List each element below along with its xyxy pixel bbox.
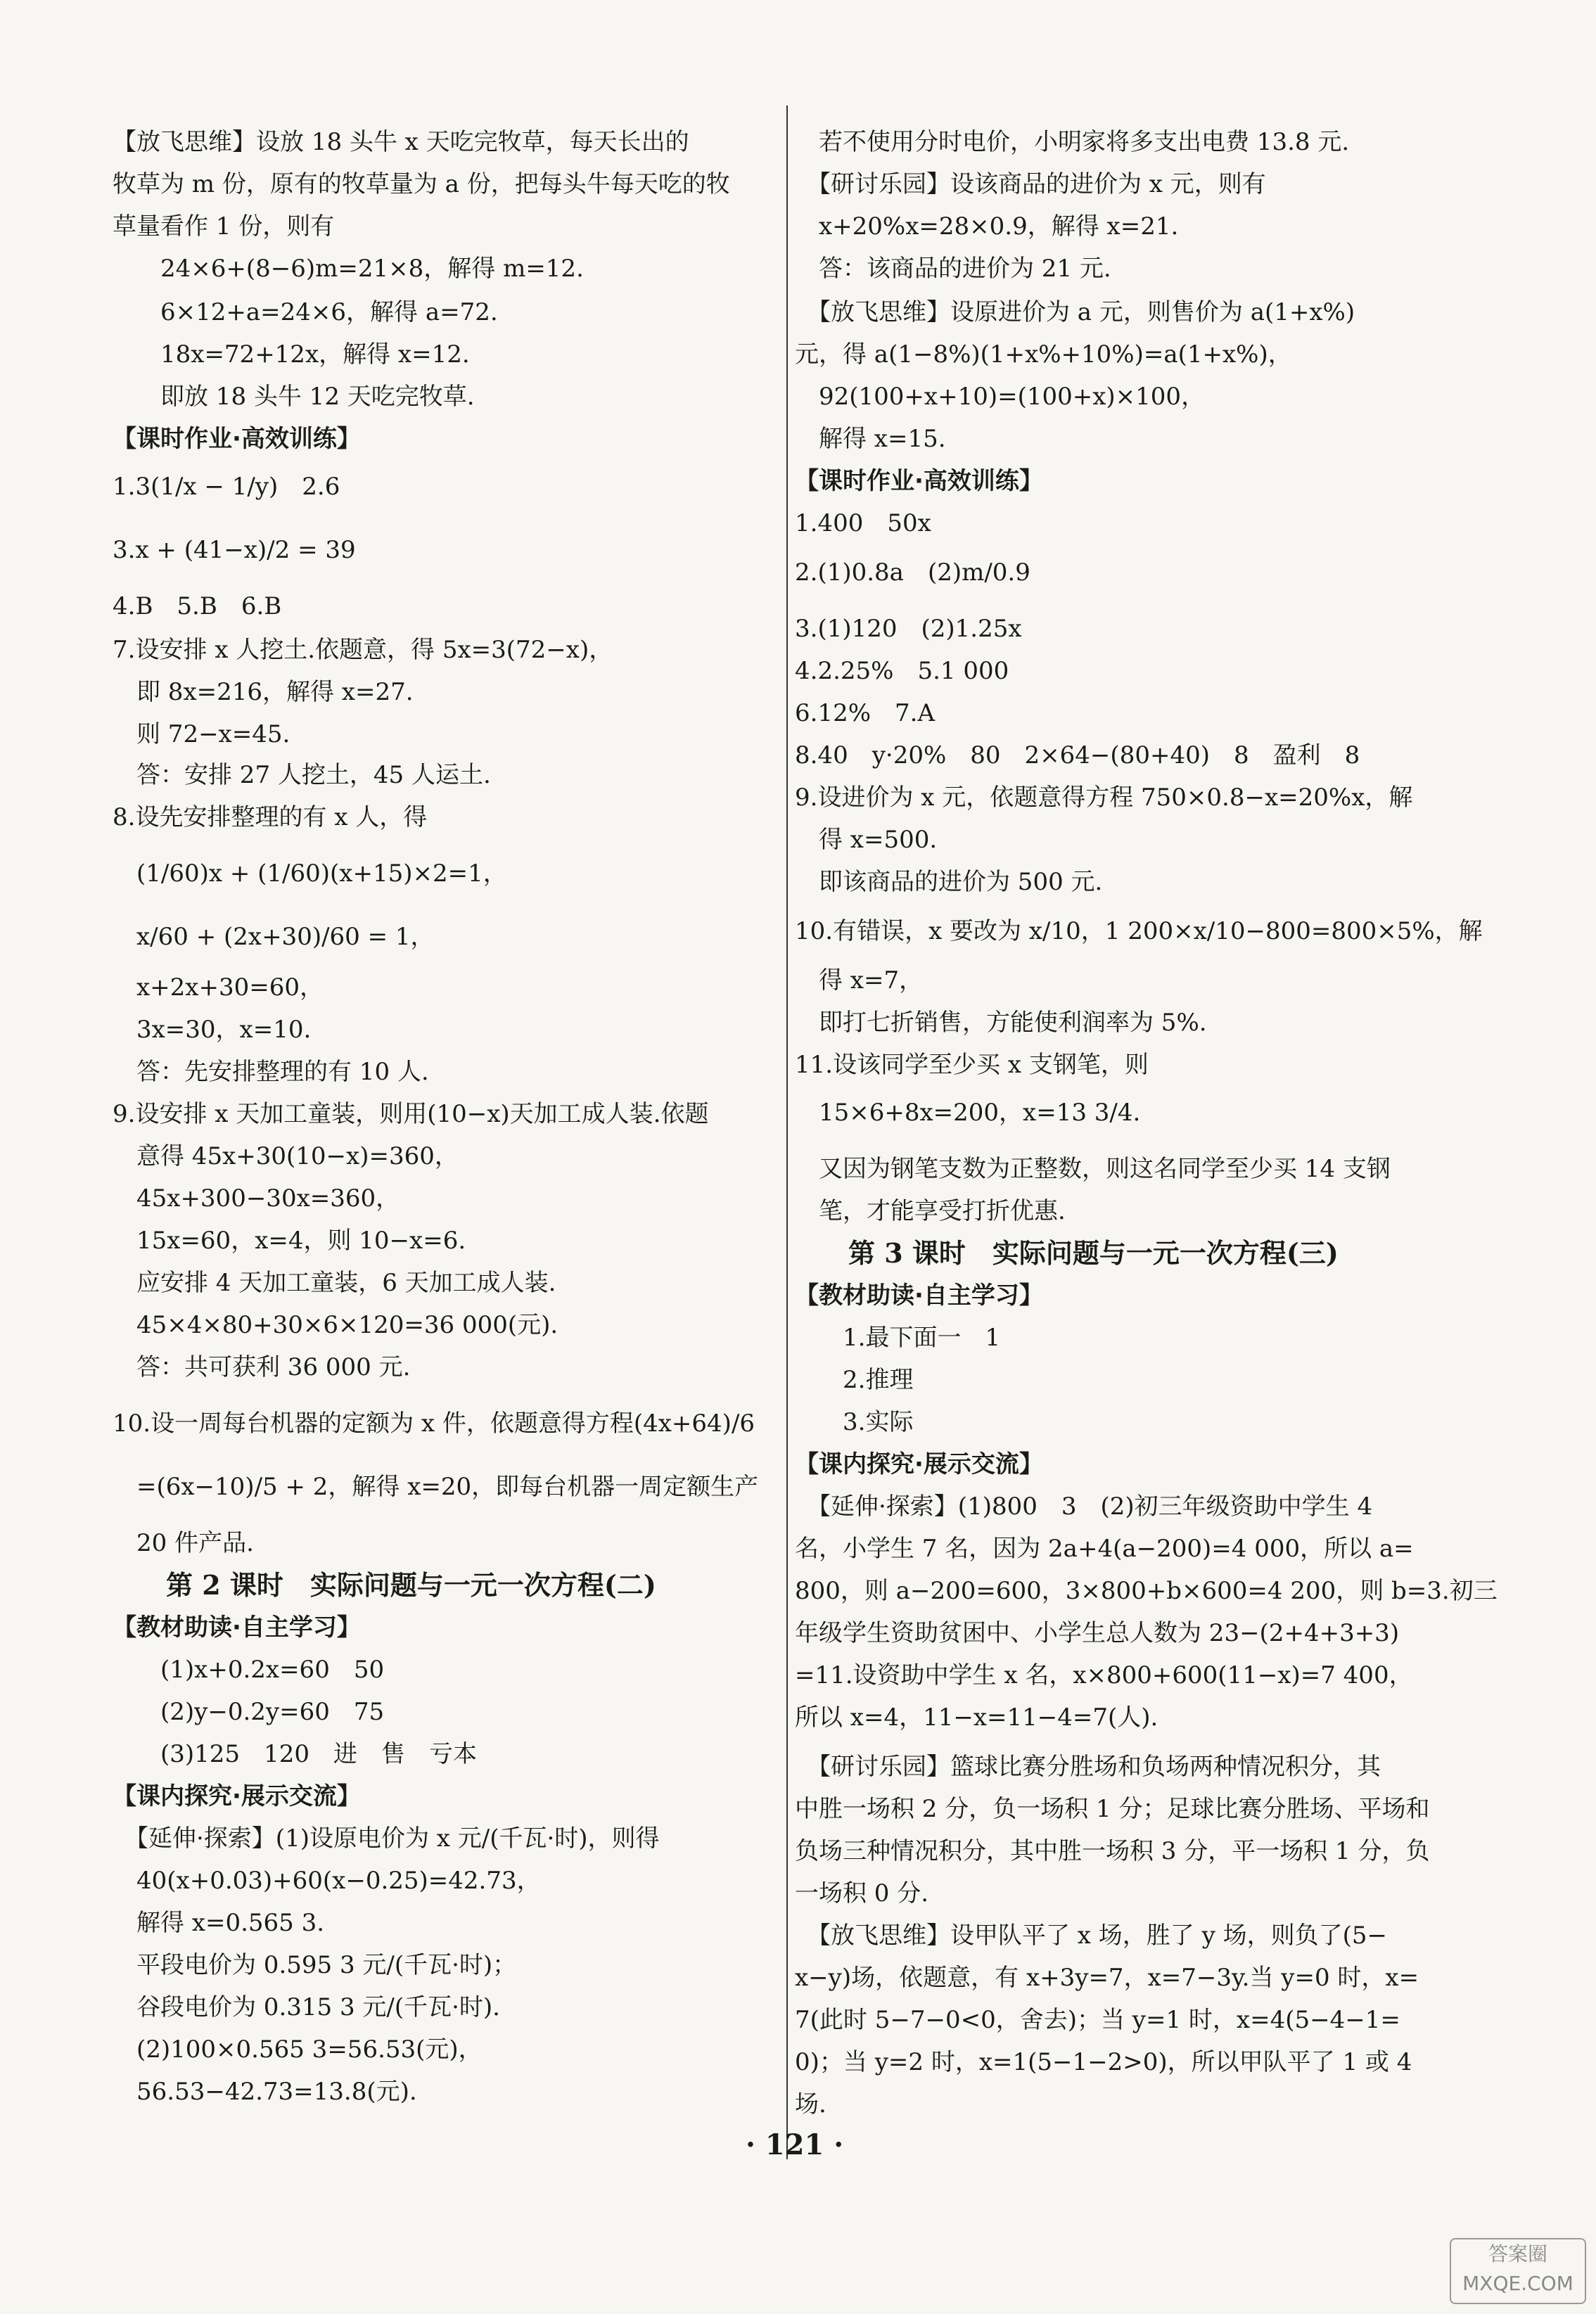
text-line: 笔，才能享受打折优惠. — [795, 1197, 1066, 1225]
text-line: 即 8x=216，解得 x=27. — [113, 678, 414, 706]
text-line: 【课内探究·展示交流】 — [113, 1782, 361, 1810]
text-line: 【课时作业·高效训练】 — [113, 425, 361, 453]
text-line: 18x=72+12x，解得 x=12. — [113, 340, 470, 369]
text-line: 6×12+a=24×6，解得 a=72. — [113, 298, 498, 326]
text-line: 负场三种情况积分，其中胜一场积 3 分，平一场积 1 分，负 — [795, 1837, 1430, 1865]
text-line: 【放飞思维】设甲队平了 x 场，胜了 y 场，则负了(5− — [795, 1922, 1387, 1950]
text-line: 4.B 5.B 6.B — [113, 592, 282, 620]
text-line: x−y)场，依题意，有 x+3y=7，x=7−3y.当 y=0 时，x= — [795, 1964, 1419, 1992]
text-line: (1)x+0.2x=60 50 — [113, 1656, 385, 1684]
text-line: 意得 45x+30(10−x)=360， — [113, 1142, 459, 1170]
text-line: 10.设一周每台机器的定额为 x 件，依题意得方程(4x+64)/6 — [113, 1410, 755, 1438]
text-line: 【延伸·探索】(1)800 3 (2)初三年级资助中学生 4 — [795, 1492, 1373, 1521]
text-line: 应安排 4 天加工童装，6 天加工成人装. — [113, 1269, 556, 1297]
text-line: 9.设安排 x 天加工童装，则用(10−x)天加工成人装.依题 — [113, 1100, 709, 1128]
text-line: 得 x=500. — [795, 826, 938, 854]
text-line: 56.53−42.73=13.8(元). — [113, 2078, 417, 2106]
text-line: 所以 x=4，11−x=11−4=7(人). — [795, 1703, 1158, 1732]
text-line: 1.3(1/x − 1/y) 2.6 — [113, 473, 340, 501]
text-line: 【延伸·探索】(1)设原电价为 x 元/(千瓦·时)，则得 — [113, 1824, 660, 1853]
text-line: 【研讨乐园】设该商品的进价为 x 元，则有 — [795, 170, 1266, 198]
text-line: 2.(1)0.8a (2)m/0.9 — [795, 558, 1030, 587]
text-line: 24×6+(8−6)m=21×8，解得 m=12. — [113, 255, 584, 283]
text-line: 7.设安排 x 人挖土.依题意，得 5x=3(72−x)， — [113, 636, 613, 664]
text-line: x+20%x=28×0.9，解得 x=21. — [795, 212, 1179, 241]
text-line: 【教材助读·自主学习】 — [113, 1613, 361, 1642]
text-line: 8.设先安排整理的有 x 人，得 — [113, 803, 428, 831]
text-line: 【放飞思维】设放 18 头牛 x 天吃完牧草，每天长出的 — [113, 128, 689, 156]
text-line: 则 72−x=45. — [113, 720, 291, 748]
text-line: 3x=30，x=10. — [113, 1016, 312, 1044]
text-line: 11.设该同学至少买 x 支钢笔，则 — [795, 1051, 1149, 1079]
text-line: 【课时作业·高效训练】 — [795, 467, 1043, 495]
text-line: (2)y−0.2y=60 75 — [113, 1698, 385, 1726]
text-line: 场. — [795, 2090, 826, 2118]
text-line: 20 件产品. — [113, 1529, 254, 1557]
text-line: 1.400 50x — [795, 509, 931, 537]
text-line: 又因为钢笔支数为正整数，则这名同学至少买 14 支钢 — [795, 1155, 1391, 1183]
text-line: 15×6+8x=200，x=13 3/4. — [795, 1099, 1141, 1127]
text-line: 牧草为 m 份，原有的牧草量为 a 份，把每头牛每天吃的牧 — [113, 170, 730, 198]
text-line: 答：先安排整理的有 10 人. — [113, 1058, 429, 1086]
text-line: 平段电价为 0.595 3 元/(千瓦·时)； — [113, 1951, 517, 1979]
text-line: 答：该商品的进价为 21 元. — [795, 255, 1111, 283]
text-line: 【放飞思维】设原进价为 a 元，则售价为 a(1+x%) — [795, 298, 1355, 326]
text-line: 解得 x=15. — [795, 425, 946, 453]
text-line: 谷段电价为 0.315 3 元/(千瓦·时). — [113, 1993, 500, 2021]
text-line: 92(100+x+10)=(100+x)×100， — [795, 383, 1206, 411]
text-line: 8.40 y·20% 80 2×64−(80+40) 8 盈利 8 — [795, 741, 1360, 769]
text-line: x+2x+30=60， — [113, 973, 324, 1002]
text-line: 即放 18 头牛 12 天吃完牧草. — [113, 383, 475, 411]
text-line: 即打七折销售，方能使利润率为 5%. — [795, 1009, 1207, 1037]
text-line: 年级学生资助贫困中、小学生总人数为 23−(2+4+3+3) — [795, 1619, 1400, 1647]
text-line: 元，得 a(1−8%)(1+x%+10%)=a(1+x%)， — [795, 340, 1292, 369]
text-line: 15x=60，x=4，则 10−x=6. — [113, 1227, 466, 1255]
text-line: 7(此时 5−7−0<0，舍去)；当 y=1 时，x=4(5−4−1= — [795, 2006, 1400, 2034]
text-line: (3)125 120 进 售 亏本 — [113, 1740, 477, 1768]
text-line: (1/60)x + (1/60)(x+15)×2=1， — [113, 859, 507, 888]
page-number: · 121 · — [746, 2128, 844, 2161]
text-line: 即该商品的进价为 500 元. — [795, 868, 1103, 896]
text-line: 【教材助读·自主学习】 — [795, 1281, 1043, 1310]
text-line: 名，小学生 7 名，因为 2a+4(a−200)=4 000，所以 a= — [795, 1535, 1414, 1563]
text-line: (2)100×0.565 3=56.53(元)， — [113, 2035, 483, 2064]
text-line: 草量看作 1 份，则有 — [113, 212, 335, 241]
text-line: =(6x−10)/5 + 2，解得 x=20，即每台机器一周定额生产 — [113, 1473, 759, 1501]
text-line: 一场积 0 分. — [795, 1879, 929, 1907]
text-line: =11.设资助中学生 x 名，x×800+600(11−x)=7 400， — [795, 1661, 1413, 1689]
text-line: 10.有错误，x 要改为 x/10，1 200×x/10−800=800×5%，解 — [795, 917, 1483, 945]
text-line: 答：共可获利 36 000 元. — [113, 1353, 411, 1381]
text-line: 3.(1)120 (2)1.25x — [795, 615, 1022, 643]
text-line: 答：安排 27 人挖土，45 人运土. — [113, 761, 491, 789]
text-line: x/60 + (2x+30)/60 = 1， — [113, 923, 435, 951]
text-line: 2.推理 — [795, 1366, 914, 1394]
column-divider — [786, 106, 788, 2159]
text-line: 解得 x=0.565 3. — [113, 1909, 325, 1937]
text-line: 得 x=7， — [795, 966, 924, 995]
text-line: 3.x + (41−x)/2 = 39 — [113, 536, 356, 564]
text-line: 第 2 课时 实际问题与一元一次方程(二) — [113, 1569, 656, 1601]
text-line: 【课内探究·展示交流】 — [795, 1450, 1043, 1478]
text-line: 800，则 a−200=600，3×800+b×600=4 200，则 b=3.初三 — [795, 1577, 1498, 1605]
text-line: 45x+300−30x=360， — [113, 1184, 400, 1213]
text-line: 3.实际 — [795, 1408, 914, 1436]
text-line: 45×4×80+30×6×120=36 000(元). — [113, 1311, 558, 1339]
text-line: 1.最下面一 1 — [795, 1324, 1001, 1352]
text-line: 0)；当 y=2 时，x=1(5−1−2>0)，所以甲队平了 1 或 4 — [795, 2048, 1412, 2076]
text-line: 6.12% 7.A — [795, 699, 936, 727]
text-line: 40(x+0.03)+60(x−0.25)=42.73， — [113, 1867, 541, 1895]
text-line: 若不使用分时电价，小明家将多支出电费 13.8 元. — [795, 128, 1350, 156]
text-line: 中胜一场积 2 分，负一场积 1 分；足球比赛分胜场、平场和 — [795, 1795, 1430, 1823]
text-line: 【研讨乐园】篮球比赛分胜场和负场两种情况积分，其 — [795, 1753, 1381, 1781]
text-line: 9.设进价为 x 元，依题意得方程 750×0.8−x=20%x，解 — [795, 784, 1413, 812]
watermark-logo: 答案圈 MXQE.COM — [1450, 2238, 1586, 2304]
text-line: 4.2.25% 5.1 000 — [795, 657, 1009, 685]
text-line: 第 3 课时 实际问题与一元一次方程(三) — [795, 1237, 1339, 1269]
